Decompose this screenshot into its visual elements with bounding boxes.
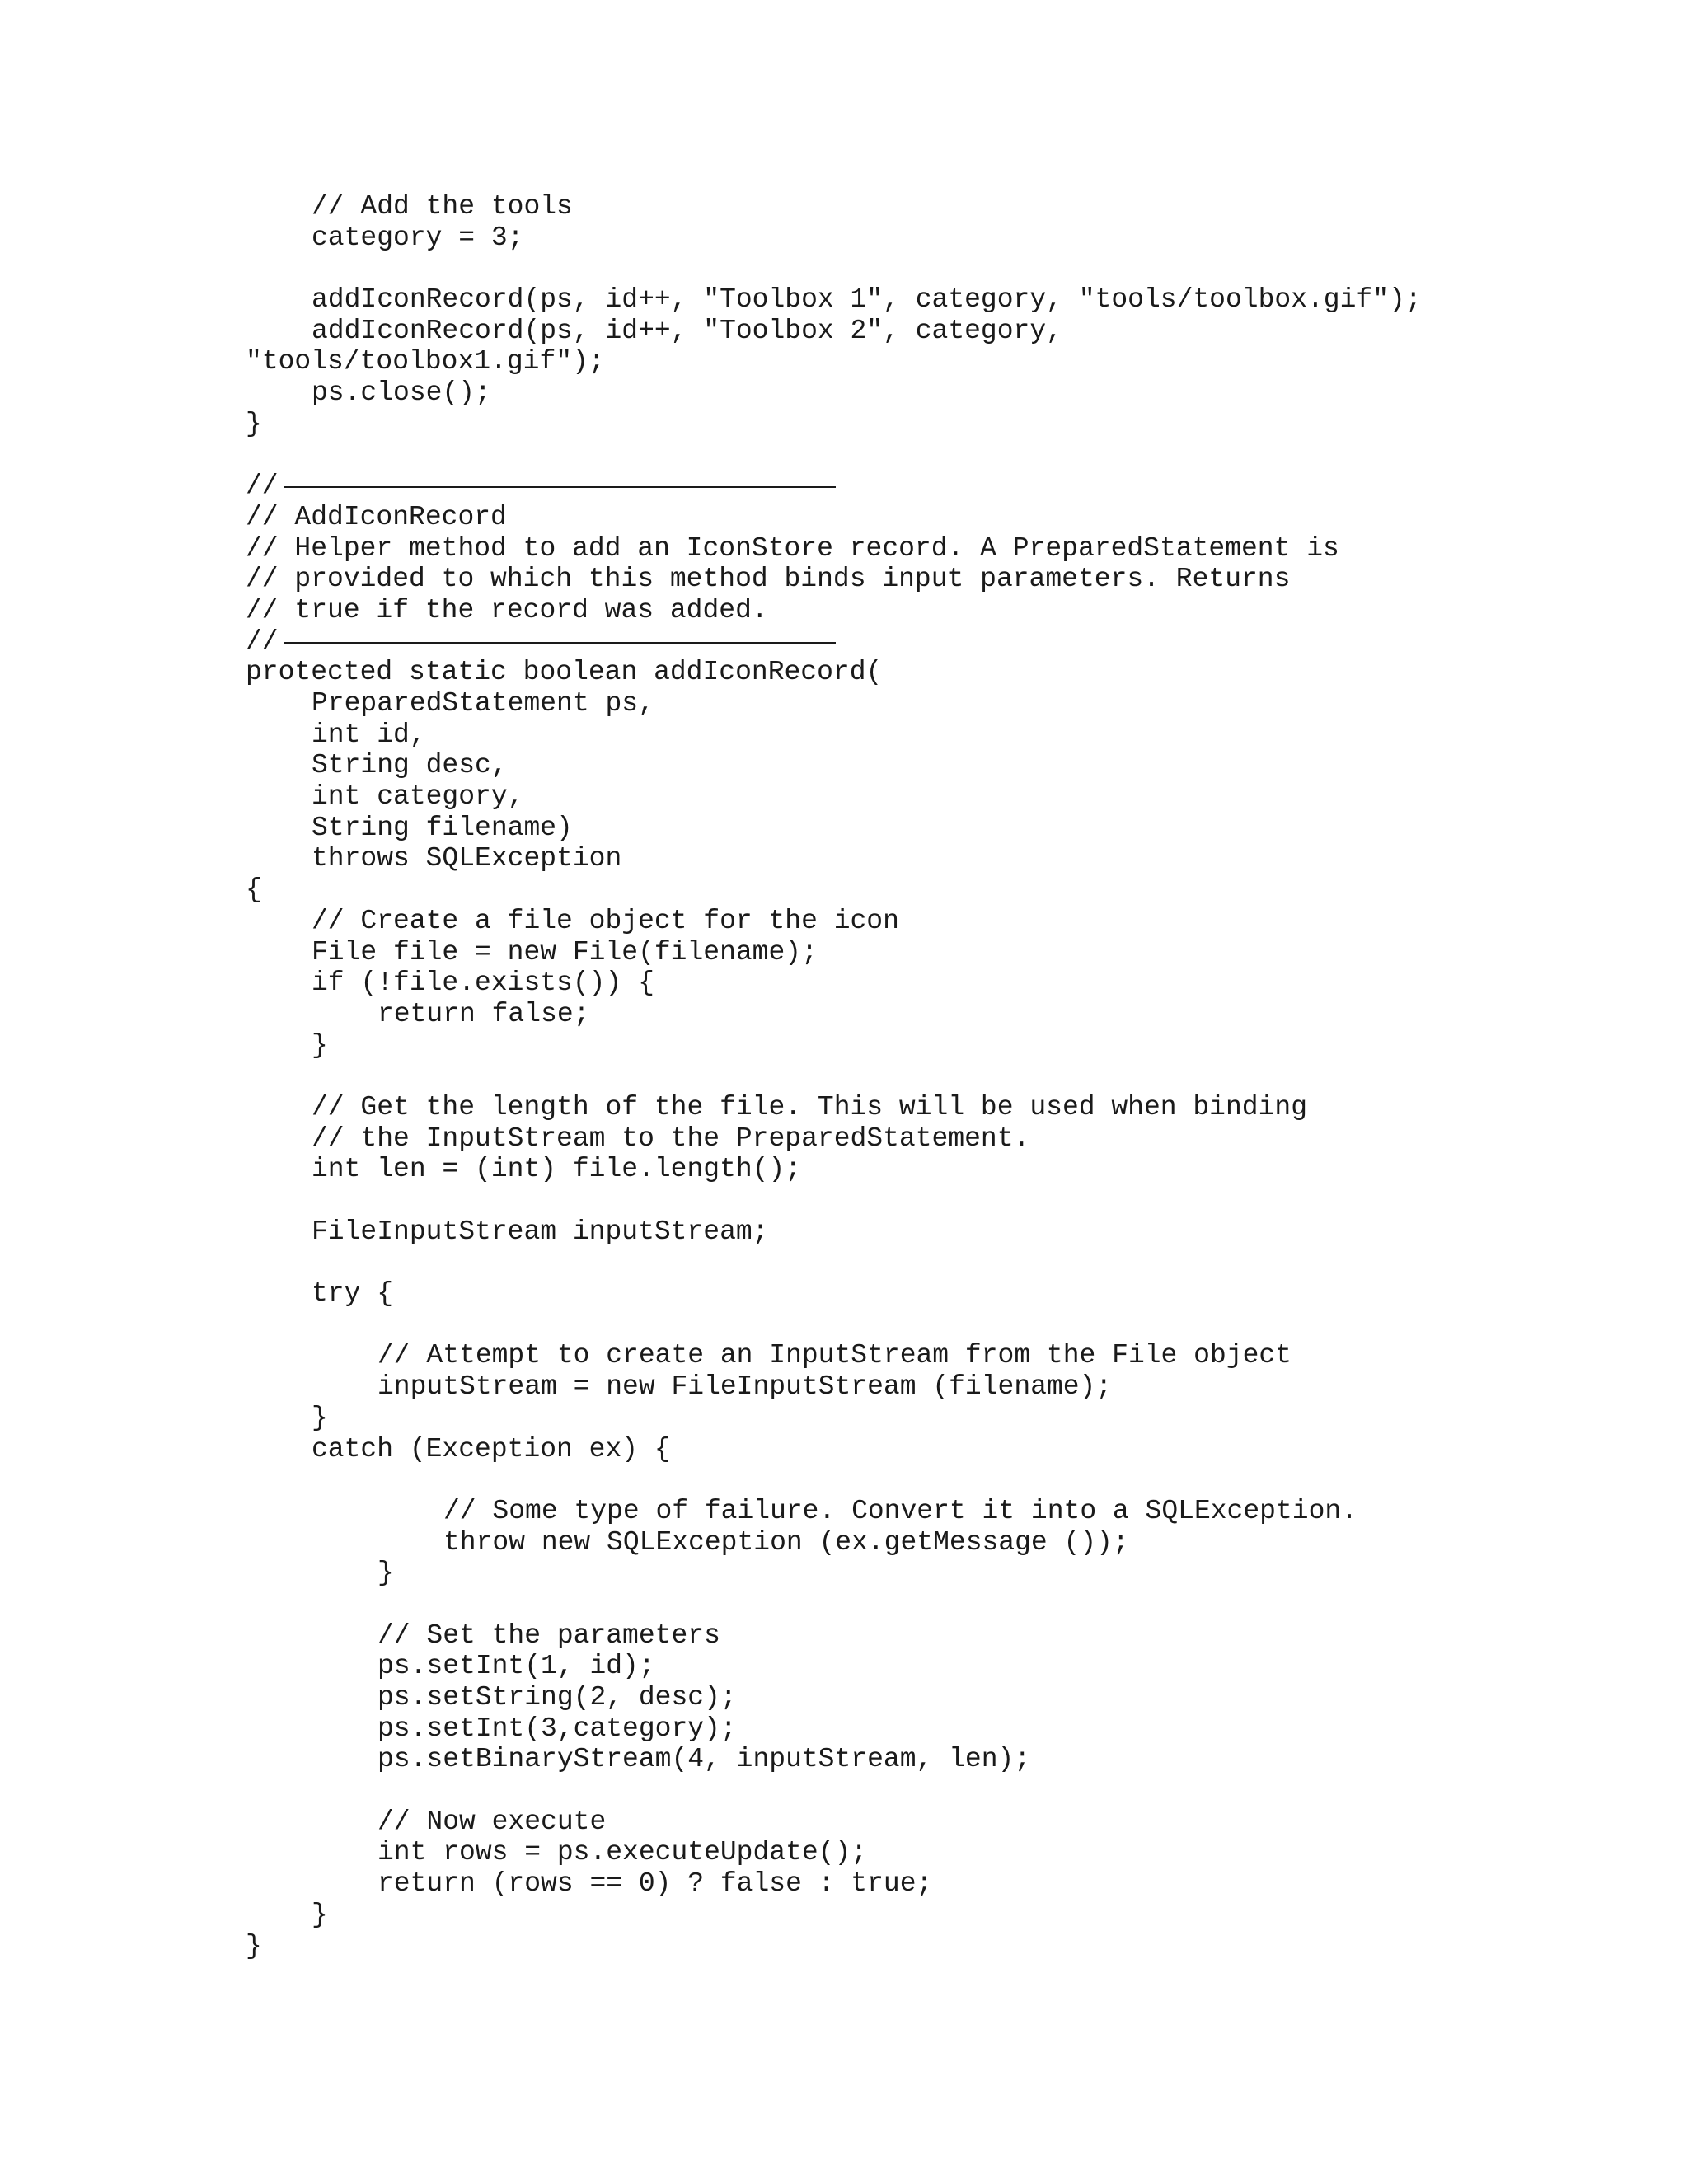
code-line — [0, 1434, 1688, 1465]
code-line — [0, 1403, 1688, 1434]
code-line — [0, 999, 1688, 1030]
code-line — [0, 937, 1688, 968]
code-listing — [0, 191, 1688, 1961]
code-line — [0, 1837, 1688, 1868]
closing-brace: } — [246, 408, 262, 439]
code-line — [0, 1931, 1688, 1962]
code-text: FileInputStream inputStream; — [312, 1216, 769, 1247]
code-text: catch (Exception ex) { — [312, 1433, 671, 1465]
opening-brace: { — [246, 874, 262, 906]
blank-line — [0, 1775, 1688, 1807]
code-line — [0, 1123, 1688, 1155]
blank-line — [0, 253, 1688, 284]
code-text: File file = new File(filename); — [312, 936, 818, 968]
code-comment: // Now execute — [377, 1806, 607, 1837]
code-line — [0, 1527, 1688, 1558]
code-line — [0, 1278, 1688, 1310]
code-line — [0, 813, 1688, 844]
method-parameter: int id, — [312, 719, 426, 750]
blank-line — [0, 1310, 1688, 1341]
code-text: ps.setBinaryStream(4, inputStream, len); — [377, 1744, 1031, 1775]
code-line — [0, 1682, 1688, 1713]
closing-brace: } — [377, 1558, 394, 1589]
comment-rule-marker: // — [246, 626, 279, 657]
code-line — [0, 1154, 1688, 1185]
code-comment: // Attempt to create an InputStream from the File object — [377, 1340, 1292, 1371]
code-line — [0, 346, 1688, 377]
code-comment: // Add the tools — [312, 191, 573, 222]
code-line — [0, 1371, 1688, 1403]
comment-separator-rule — [284, 642, 836, 644]
code-line — [0, 1030, 1688, 1062]
method-signature: protected static boolean addIconRecord( — [246, 657, 883, 688]
code-line — [0, 874, 1688, 906]
code-text: addIconRecord(ps, id++, "Toolbox 2", category, — [312, 315, 1062, 346]
code-line — [0, 1900, 1688, 1931]
code-text: int rows = ps.executeUpdate(); — [377, 1837, 868, 1868]
code-line — [0, 1868, 1688, 1900]
code-comment: // Set the parameters — [377, 1619, 720, 1651]
code-line — [0, 377, 1688, 409]
code-text: category = 3; — [312, 222, 524, 253]
comment-separator-rule — [284, 486, 836, 488]
code-comment: // Some type of failure. Convert it into a SQLException. — [443, 1495, 1357, 1526]
code-line — [0, 316, 1688, 347]
blank-line — [0, 1465, 1688, 1496]
code-comment: // AddIconRecord — [246, 501, 507, 532]
code-comment: // Create a file object for the icon — [312, 905, 899, 936]
code-line — [0, 1496, 1688, 1527]
throws-clause: throws SQLException — [312, 843, 622, 874]
closing-brace: } — [246, 1930, 262, 1961]
code-line — [0, 719, 1688, 751]
code-line — [0, 750, 1688, 781]
code-line — [0, 781, 1688, 813]
code-text: int len = (int) file.length(); — [312, 1154, 802, 1185]
code-comment: // provided to which this method binds input parameters. Returns — [246, 564, 1291, 595]
code-line — [0, 1216, 1688, 1248]
method-parameter: PreparedStatement ps, — [312, 688, 654, 719]
code-line — [0, 657, 1688, 688]
code-line — [0, 968, 1688, 999]
code-text: "tools/toolbox1.gif"); — [246, 346, 605, 377]
code-line — [0, 284, 1688, 316]
code-line — [0, 502, 1688, 533]
code-text: if (!file.exists()) { — [312, 968, 654, 999]
code-comment: // Helper method to add an IconStore record. A PreparedStatement is — [246, 532, 1339, 564]
code-line — [0, 223, 1688, 254]
code-text: return (rows == 0) ? false : true; — [377, 1868, 933, 1900]
code-line — [0, 409, 1688, 440]
code-text: return false; — [377, 998, 590, 1029]
code-line — [0, 688, 1688, 719]
comment-rule-marker: // — [246, 471, 279, 502]
code-text: throw new SQLException (ex.getMessage ()); — [443, 1526, 1129, 1558]
code-line — [0, 906, 1688, 937]
closing-brace: } — [312, 1899, 328, 1930]
code-line — [0, 1744, 1688, 1775]
blank-line — [0, 1589, 1688, 1620]
code-line — [0, 564, 1688, 595]
code-text: ps.close(); — [312, 377, 491, 409]
closing-brace: } — [312, 1029, 328, 1061]
blank-line — [0, 1061, 1688, 1092]
code-comment: // the InputStream to the PreparedStatement. — [312, 1122, 1030, 1154]
code-text: addIconRecord(ps, id++, "Toolbox 1", category, "tools/toolbox.gif"); — [312, 284, 1422, 316]
code-line — [0, 471, 1688, 502]
code-line — [0, 843, 1688, 874]
code-line — [0, 1807, 1688, 1838]
blank-line — [0, 1185, 1688, 1216]
code-line — [0, 1340, 1688, 1371]
code-text: inputStream = new FileInputStream (filename); — [377, 1371, 1113, 1403]
code-line — [0, 595, 1688, 626]
code-text: try { — [312, 1278, 394, 1310]
code-text: ps.setInt(3,category); — [377, 1713, 737, 1744]
method-parameter: int category, — [312, 781, 524, 813]
code-line — [0, 1651, 1688, 1682]
closing-brace: } — [312, 1402, 328, 1433]
code-line — [0, 191, 1688, 223]
code-line — [0, 533, 1688, 565]
code-line — [0, 626, 1688, 658]
code-line — [0, 1558, 1688, 1589]
method-parameter: String filename) — [312, 812, 573, 843]
code-text: ps.setString(2, desc); — [377, 1682, 737, 1713]
code-line — [0, 1620, 1688, 1652]
method-parameter: String desc, — [312, 750, 508, 781]
blank-line — [0, 440, 1688, 471]
code-comment: // true if the record was added. — [246, 594, 768, 626]
code-comment: // Get the length of the file. This will be used when binding — [312, 1091, 1307, 1122]
code-line — [0, 1092, 1688, 1123]
code-line — [0, 1713, 1688, 1745]
code-text: ps.setInt(1, id); — [377, 1651, 655, 1682]
blank-line — [0, 1247, 1688, 1278]
